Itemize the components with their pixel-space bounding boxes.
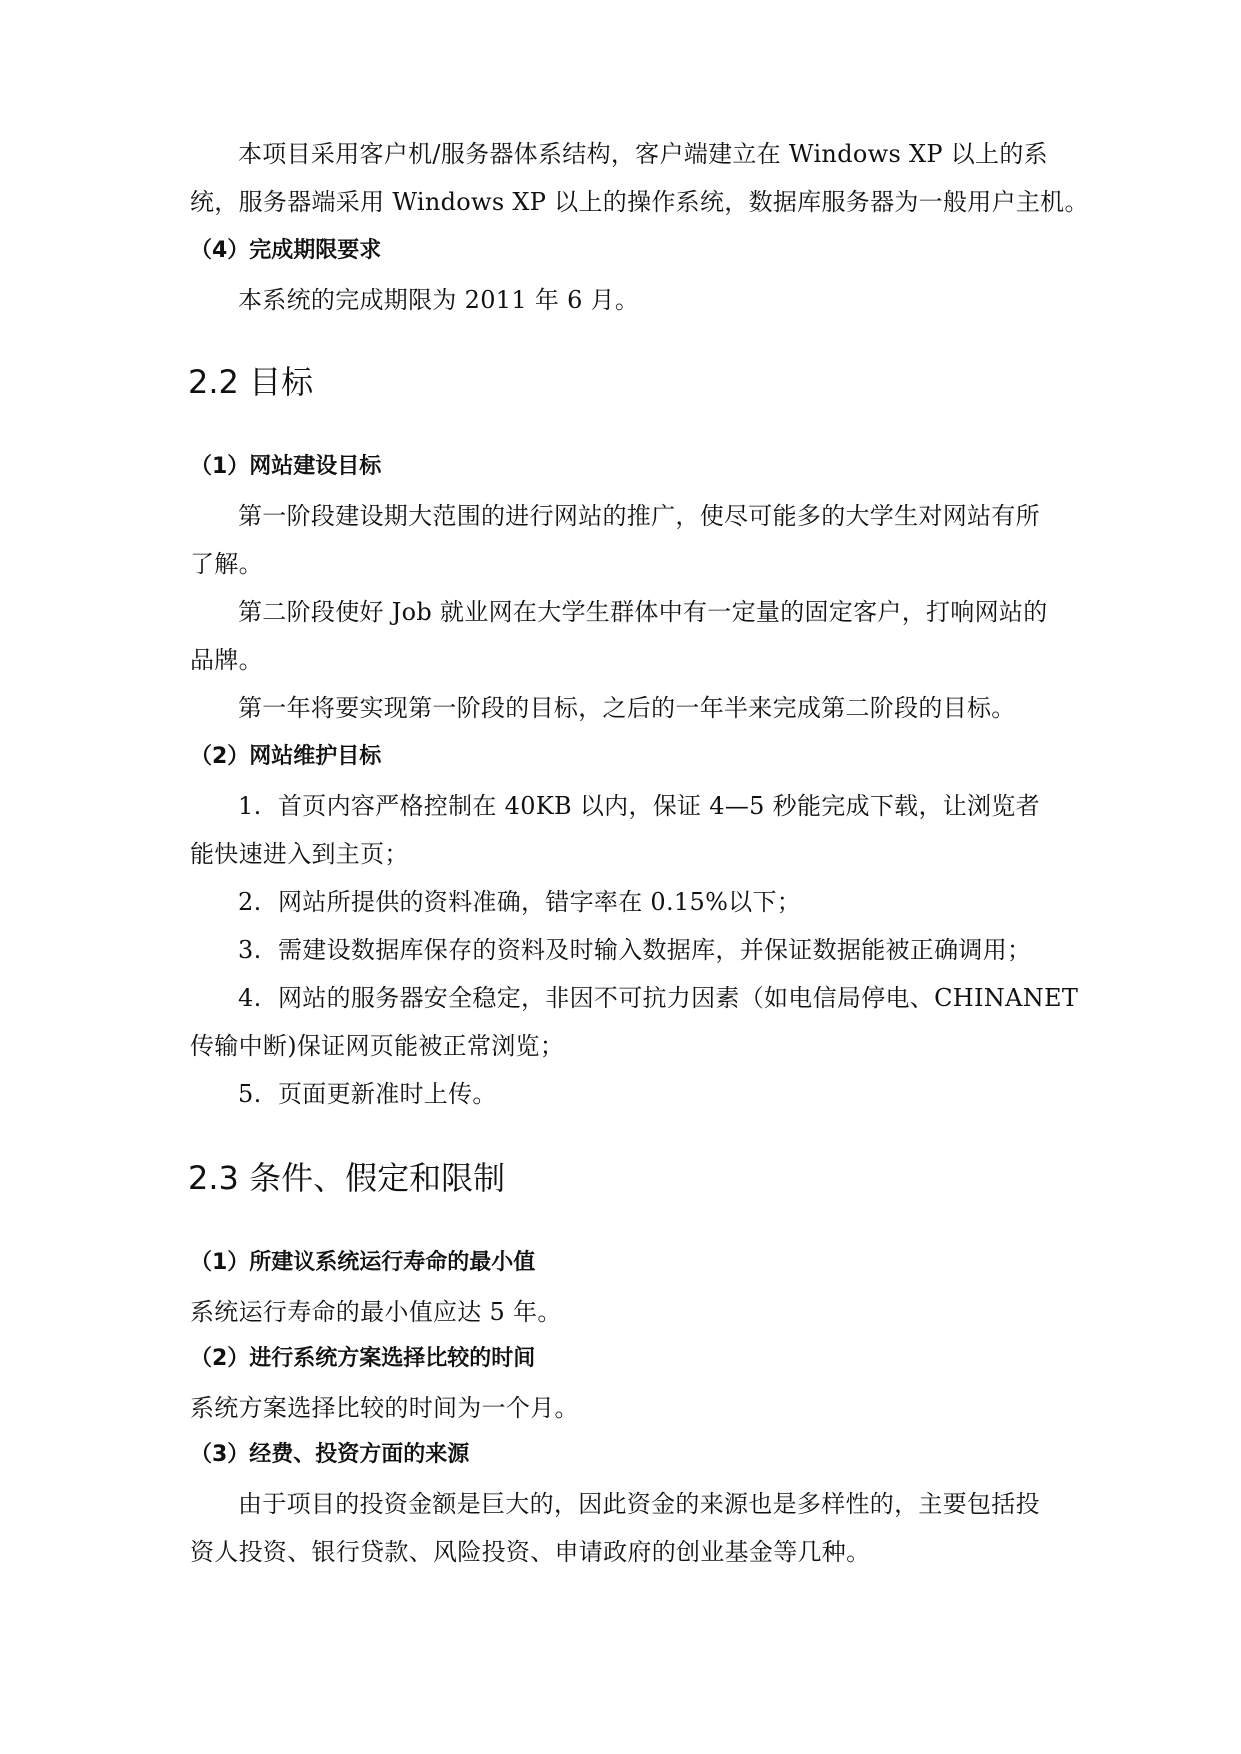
heading-deadline: （4）完成期限要求 (190, 238, 382, 263)
paragraph-architecture-line2: 统，服务器端采用 Windows XP 以上的操作系统，数据库服务器为一般用户主机。 (190, 188, 1089, 216)
paragraph-architecture-line1: 本项目采用客户机/服务器体系结构，客户端建立在 Windows XP 以上的系 (238, 140, 1048, 168)
list-text: 页面更新准时上传。 (278, 1080, 497, 1108)
paragraph-build-stage2-line1: 第二阶段使好 Job 就业网在大学生群体中有一定量的固定客户，打响网站的 (238, 598, 1048, 626)
paragraph-compare-time: 系统方案选择比较的时间为一个月。 (190, 1394, 579, 1422)
paragraph-build-stage1-line2: 了解。 (190, 550, 263, 578)
list-text: 需建设数据库保存的资料及时输入数据库，并保证数据能被正确调用； (278, 936, 1032, 964)
list-item-continuation: 能快速进入到主页； (190, 840, 409, 868)
section-heading-2-3: 2.3 条件、假定和限制 (188, 1159, 506, 1197)
list-item (238, 1078, 1070, 1110)
section-heading-2-2: 2.2 目标 (188, 363, 314, 401)
list-text: 网站所提供的资料准确，错字率在 0.15%以下； (278, 888, 802, 916)
paragraph-funding-line2: 资人投资、银行贷款、风险投资、申请政府的创业基金等几种。 (190, 1538, 871, 1566)
paragraph-funding-line1: 由于项目的投资金额是巨大的，因此资金的来源也是多样性的，主要包括投 (238, 1490, 1040, 1518)
list-number: 2. (238, 888, 262, 916)
list-item (238, 982, 1079, 1014)
list-item-continuation: 传输中断)保证网页能被正常浏览； (190, 1032, 565, 1060)
list-text: 网站的服务器安全稳定，非因不可抗力因素（如电信局停电、CHINANET (278, 984, 1079, 1012)
list-number: 5. (238, 1080, 262, 1108)
heading-funding-sources: （3）经费、投资方面的来源 (190, 1442, 470, 1467)
list-text: 首页内容严格控制在 40KB 以内，保证 4—5 秒能完成下载，让浏览者 (278, 792, 1040, 820)
paragraph-deadline: 本系统的完成期限为 2011 年 6 月。 (238, 286, 640, 314)
paragraph-build-stage2-line2: 品牌。 (190, 646, 263, 674)
list-item (238, 886, 1070, 918)
heading-min-lifetime: （1）所建议系统运行寿命的最小值 (190, 1250, 536, 1275)
list-item (238, 790, 1070, 822)
paragraph-build-stage1-line1: 第一阶段建设期大范围的进行网站的推广，使尽可能多的大学生对网站有所 (238, 502, 1040, 530)
list-number: 4. (238, 984, 262, 1012)
heading-site-maint-goals: （2）网站维护目标 (190, 744, 382, 769)
heading-site-build-goals: （1）网站建设目标 (190, 454, 382, 479)
list-number: 1. (238, 792, 262, 820)
list-item (238, 934, 1070, 966)
list-number: 3. (238, 936, 262, 964)
paragraph-min-lifetime: 系统运行寿命的最小值应达 5 年。 (190, 1298, 562, 1326)
heading-compare-time: （2）进行系统方案选择比较的时间 (190, 1346, 536, 1371)
paragraph-build-timeline: 第一年将要实现第一阶段的目标，之后的一年半来完成第二阶段的目标。 (238, 694, 1016, 722)
